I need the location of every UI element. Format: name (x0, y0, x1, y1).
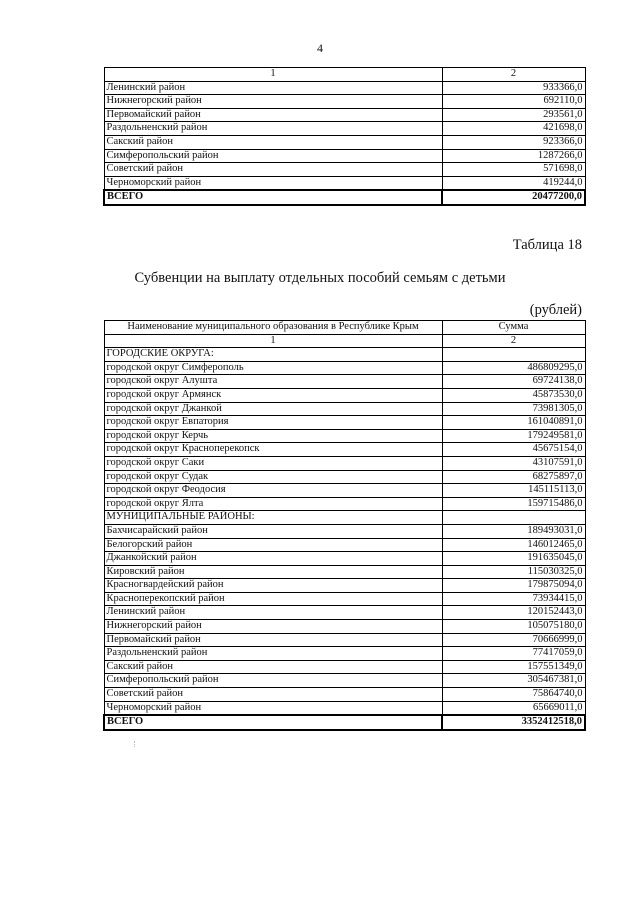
table-row (104, 674, 585, 688)
row-name: городской округ Саки (104, 456, 442, 470)
row-value: 571698,0 (442, 163, 585, 177)
table-row (104, 633, 585, 647)
row-value: 45675154,0 (442, 443, 585, 457)
table-row (104, 538, 585, 552)
row-name: Первомайский район (104, 108, 442, 122)
table-row (104, 81, 585, 95)
table-row (104, 552, 585, 566)
table-title: Субвенции на выплату отдельных пособий семьям с детьми (134, 270, 506, 286)
row-name: Нижнегорский район (104, 95, 442, 109)
row-name: городской округ Судак (104, 470, 442, 484)
column-number-row (104, 334, 585, 348)
row-value: 120152443,0 (442, 606, 585, 620)
table-row (104, 592, 585, 606)
table-row (104, 416, 585, 430)
subsidies-table (103, 320, 586, 731)
row-name: Бахчисарайский район (104, 524, 442, 538)
row-value: 179875094,0 (442, 579, 585, 593)
row-value: 75864740,0 (442, 688, 585, 702)
continued-table (103, 67, 586, 206)
row-value: 70666999,0 (442, 633, 585, 647)
row-name: Джанкойский район (104, 552, 442, 566)
total-row (104, 190, 585, 205)
page-number: 4 (317, 41, 323, 55)
row-value (442, 348, 585, 362)
row-value: 157551349,0 (442, 660, 585, 674)
table-row (104, 456, 585, 470)
row-value: 933366,0 (442, 81, 585, 95)
column-number-2: 2 (442, 68, 585, 82)
row-name: городской округ Евпатория (104, 416, 442, 430)
table-row (104, 688, 585, 702)
table-row (104, 402, 585, 416)
row-value: 419244,0 (442, 176, 585, 190)
table-row (104, 108, 585, 122)
row-name: Симферопольский район (104, 674, 442, 688)
row-value: 305467381,0 (442, 674, 585, 688)
row-name: Белогорский район (104, 538, 442, 552)
row-name: Кировский район (104, 565, 442, 579)
row-name: Сакский район (104, 135, 442, 149)
row-name: ВСЕГО (104, 715, 442, 730)
table-row (104, 565, 585, 579)
column-number-1: 1 (104, 334, 442, 348)
row-value: 179249581,0 (442, 429, 585, 443)
row-name: Советский район (104, 688, 442, 702)
row-value: 105075180,0 (442, 620, 585, 634)
section-row-municipal-districts (104, 511, 585, 525)
row-name: городской округ Феодосия (104, 484, 442, 498)
row-name: городской округ Симферополь (104, 361, 442, 375)
row-name: Красногвардейский район (104, 579, 442, 593)
row-name: Сакский район (104, 660, 442, 674)
row-value: 3352412518,0 (442, 715, 585, 730)
row-name: Черноморский район (104, 701, 442, 715)
table-row (104, 470, 585, 484)
row-name: городской округ Джанкой (104, 402, 442, 416)
table-row (104, 361, 585, 375)
units-label: (рублей) (529, 302, 582, 318)
row-value: 692110,0 (442, 95, 585, 109)
row-value: 161040891,0 (442, 416, 585, 430)
row-name: Первомайский район (104, 633, 442, 647)
table-row (104, 484, 585, 498)
header-row (104, 321, 585, 335)
row-value: 65669011,0 (442, 701, 585, 715)
row-name: Ленинский район (104, 606, 442, 620)
row-value: 146012465,0 (442, 538, 585, 552)
row-name: ГОРОДСКИЕ ОКРУГА: (104, 348, 442, 362)
row-value: 20477200,0 (442, 190, 585, 205)
column-number-1: 1 (104, 68, 442, 82)
row-value: 293561,0 (442, 108, 585, 122)
row-value: 421698,0 (442, 122, 585, 136)
table-row (104, 620, 585, 634)
row-value: 115030325,0 (442, 565, 585, 579)
row-name: Черноморский район (104, 176, 442, 190)
table-row (104, 443, 585, 457)
row-value: 73934415,0 (442, 592, 585, 606)
table-row (104, 701, 585, 715)
row-value: 45873530,0 (442, 388, 585, 402)
table-row (104, 429, 585, 443)
row-name: городской округ Керчь (104, 429, 442, 443)
column-number-row (104, 68, 585, 82)
table-row (104, 375, 585, 389)
table-row (104, 95, 585, 109)
row-name: Симферопольский район (104, 149, 442, 163)
row-name: Раздольненский район (104, 122, 442, 136)
table-row (104, 149, 585, 163)
row-name: Ленинский район (104, 81, 442, 95)
column-number-2: 2 (442, 334, 585, 348)
row-value: 1287266,0 (442, 149, 585, 163)
row-name: городской округ Красноперекопск (104, 443, 442, 457)
scan-mark (134, 741, 136, 747)
table-row (104, 388, 585, 402)
table-row (104, 606, 585, 620)
row-name: Советский район (104, 163, 442, 177)
table-row (104, 660, 585, 674)
row-value: 77417059,0 (442, 647, 585, 661)
row-name: Раздольненский район (104, 647, 442, 661)
row-value: 189493031,0 (442, 524, 585, 538)
row-value: 73981305,0 (442, 402, 585, 416)
section-row-urban-districts (104, 348, 585, 362)
table-row (104, 163, 585, 177)
row-value: 191635045,0 (442, 552, 585, 566)
row-value: 68275897,0 (442, 470, 585, 484)
row-name: городской округ Алушта (104, 375, 442, 389)
table-row (104, 579, 585, 593)
table-row (104, 122, 585, 136)
table-row (104, 176, 585, 190)
table-number: Таблица 18 (512, 237, 582, 253)
row-name: Нижнегорский район (104, 620, 442, 634)
row-value: 43107591,0 (442, 456, 585, 470)
row-value: 923366,0 (442, 135, 585, 149)
table-row (104, 497, 585, 511)
table-row (104, 135, 585, 149)
header-sum: Сумма (442, 321, 585, 335)
row-name: ВСЕГО (104, 190, 442, 205)
row-value: 159715486,0 (442, 497, 585, 511)
table-row (104, 524, 585, 538)
header-name: Наименование муниципального образования в Республике Крым (104, 321, 442, 335)
row-name: городской округ Армянск (104, 388, 442, 402)
row-value: 69724138,0 (442, 375, 585, 389)
row-name: Красноперекопский район (104, 592, 442, 606)
table-row (104, 647, 585, 661)
row-value (442, 511, 585, 525)
row-name: МУНИЦИПАЛЬНЫЕ РАЙОНЫ: (104, 511, 442, 525)
total-row (104, 715, 585, 730)
row-value: 145115113,0 (442, 484, 585, 498)
row-value: 486809295,0 (442, 361, 585, 375)
row-name: городской округ Ялта (104, 497, 442, 511)
